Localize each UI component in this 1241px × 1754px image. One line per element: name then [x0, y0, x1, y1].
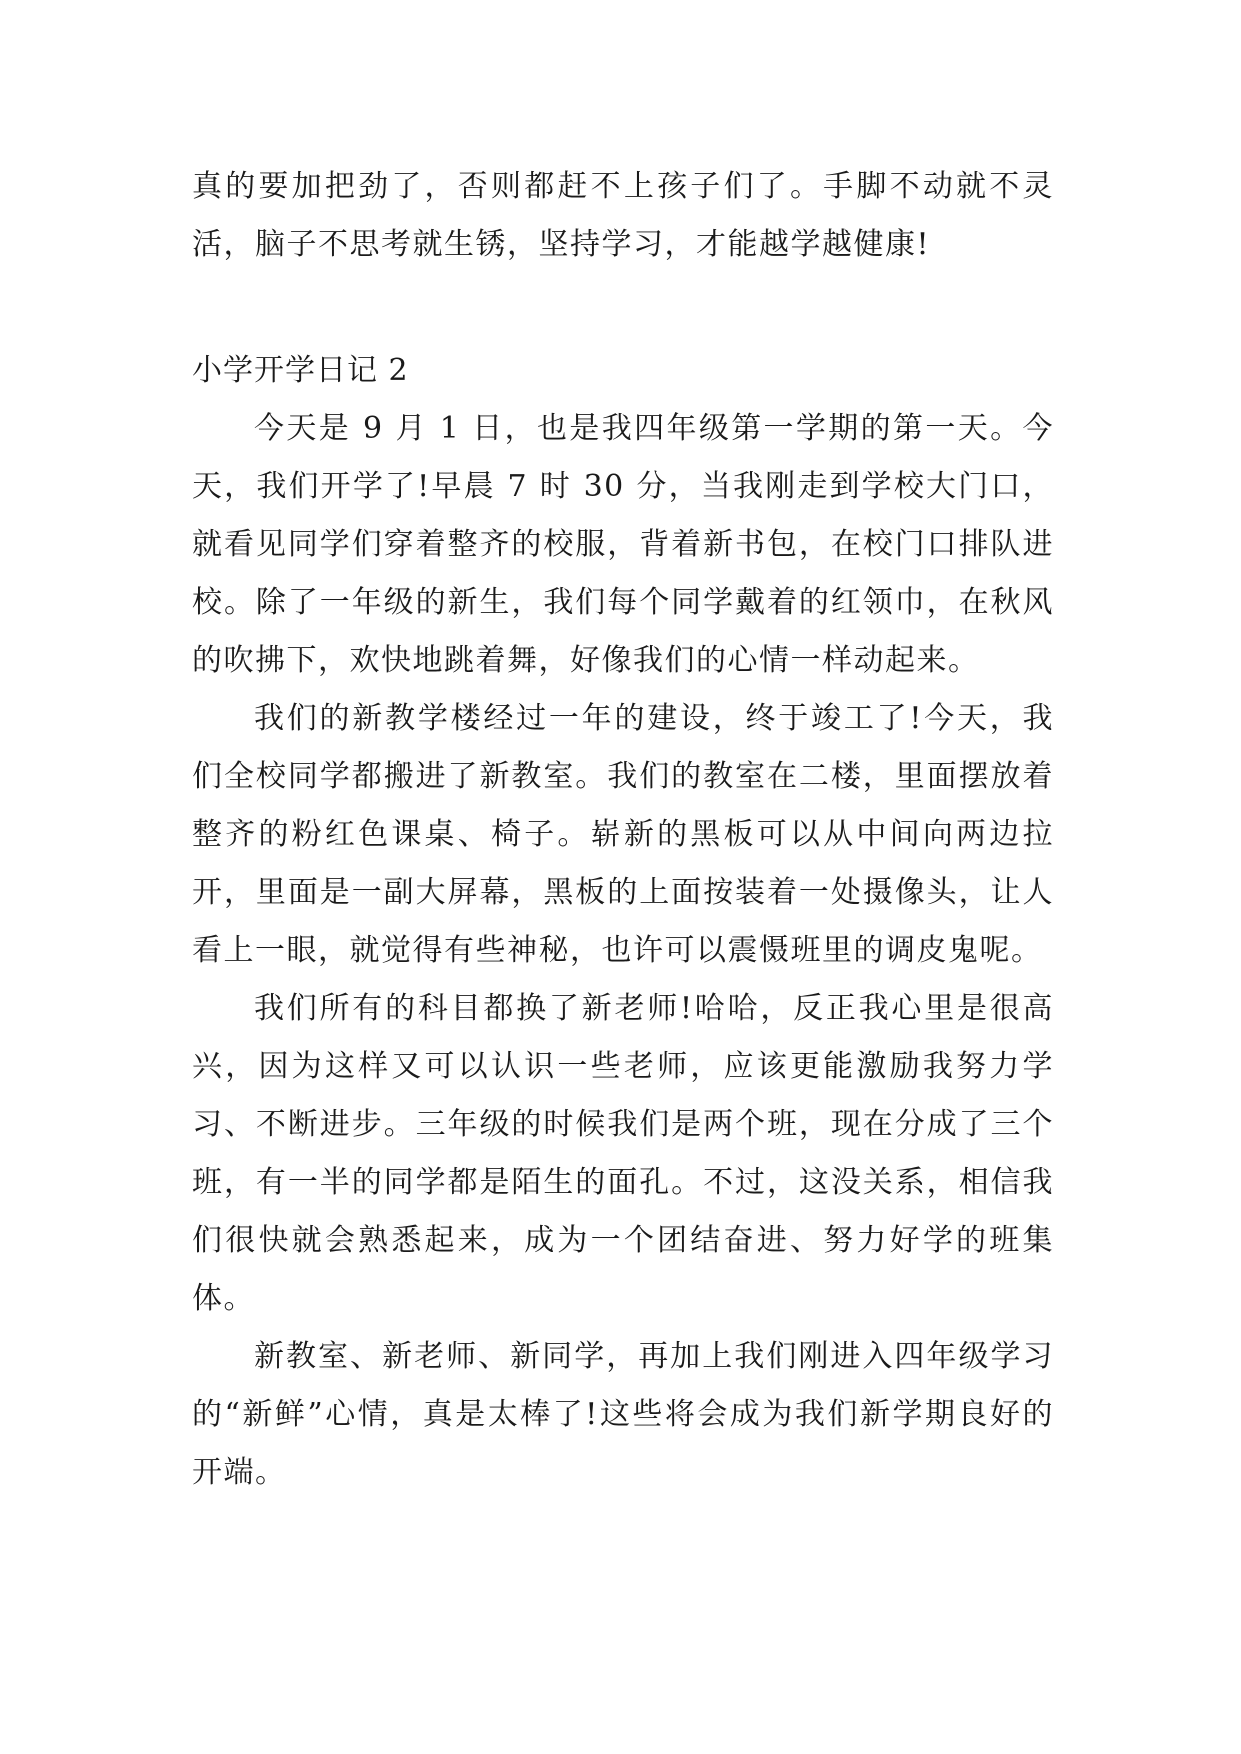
- paragraph-4: 新教室、新老师、新同学，再加上我们刚进入四年级学习的“新鲜”心情，真是太棒了!这些将会成为我们新学期良好的开端。: [192, 1339, 1054, 1490]
- paragraph-2: 我们的新教学楼经过一年的建设，终于竣工了!今天，我们全校同学都搬进了新教室。我们的教室在二楼，里面摆放着整齐的粉红色课桌、椅子。崭新的黑板可以从中间向两边拉开，里面是一副大屏幕，黑板的上面按装着一处摄像头，让人看上一眼，就觉得有些神秘，也许可以震慑班里的调皮鬼呢。: [192, 701, 1054, 968]
- section-title: 小学开学日记 2: [192, 353, 409, 388]
- document-body: [192, 158, 1054, 1502]
- continuation-paragraph: 真的要加把劲了，否则都赶不上孩子们了。手脚不动就不灵活，脑子不思考就生锈，坚持学习，才能越学越健康!: [192, 169, 1054, 262]
- paragraph-3: 我们所有的科目都换了新老师!哈哈，反正我心里是很高兴，因为这样又可以认识一些老师，应该更能激励我努力学习、不断进步。三年级的时候我们是两个班，现在分成了三个班，有一半的同学都是陌生的面孔。不过，这没关系，相信我们很快就会熟悉起来，成为一个团结奋进、努力好学的班集体。: [192, 991, 1054, 1316]
- paragraph-1: 今天是 9 月 1 日，也是我四年级第一学期的第一天。今天，我们开学了!早晨 7 时 30 分，当我刚走到学校大门口，就看见同学们穿着整齐的校服，背着新书包，在校门口排队进校。除了一年级的新生，我们每个同学戴着的红领巾，在秋风的吹拂下，欢快地跳着舞，好像我们的心情一样动起来。: [192, 411, 1054, 678]
